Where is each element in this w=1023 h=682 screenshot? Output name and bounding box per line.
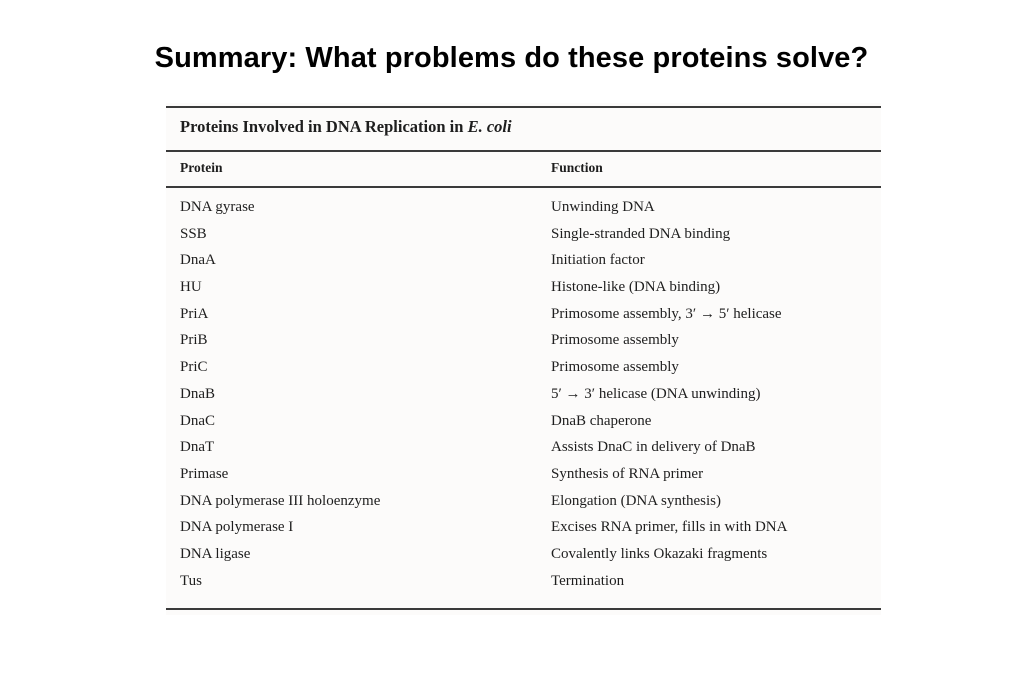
function-cell: DnaB chaperone	[551, 412, 652, 429]
function-cell: Elongation (DNA synthesis)	[551, 492, 721, 509]
table-row	[166, 277, 881, 304]
table-row	[166, 250, 881, 277]
table-top-rule	[166, 106, 881, 108]
function-cell: Histone-like (DNA binding)	[551, 279, 721, 296]
table-caption-rule	[166, 150, 881, 152]
table-caption	[180, 117, 512, 137]
table-row	[166, 197, 881, 224]
column-header-protein: Protein	[180, 160, 223, 175]
table-row	[166, 571, 881, 598]
table-row	[166, 330, 881, 357]
table-body	[166, 197, 881, 597]
function-cell: Assists DnaC in delivery of DnaB	[551, 439, 756, 456]
table-bottom-rule	[166, 608, 881, 610]
function-cell: Primosome assembly, 3′ → 5′ helicase	[551, 305, 782, 322]
table-header-rule	[166, 186, 881, 188]
table-row	[166, 464, 881, 491]
protein-cell: PriA	[180, 305, 209, 322]
protein-cell: Tus	[180, 572, 202, 589]
protein-cell: DNA polymerase III holoenzyme	[180, 492, 381, 509]
function-cell: Excises RNA primer, fills in with DNA	[551, 519, 788, 536]
column-header-function: Function	[551, 160, 603, 175]
slide-title: Summary: What problems do these proteins solve?	[154, 42, 869, 74]
protein-cell: DnaB	[180, 385, 215, 402]
table-row	[166, 384, 881, 411]
function-cell: Unwinding DNA	[551, 199, 655, 215]
table-row	[166, 224, 881, 251]
protein-cell: SSB	[180, 225, 207, 242]
function-cell: Termination	[551, 572, 625, 589]
function-cell: Single-stranded DNA binding	[551, 225, 731, 242]
function-cell: Primosome assembly	[551, 332, 679, 349]
function-cell: Covalently links Okazaki fragments	[551, 545, 768, 562]
table-row	[166, 411, 881, 438]
protein-cell: DNA polymerase I	[180, 519, 294, 536]
protein-cell: DnaT	[180, 439, 215, 456]
table-row	[166, 437, 881, 464]
protein-cell: DNA ligase	[180, 545, 251, 562]
function-cell: Initiation factor	[551, 252, 645, 269]
protein-cell: DnaC	[180, 412, 215, 429]
table-row	[166, 304, 881, 331]
table-caption-text: Proteins Involved in DNA Replication in	[180, 117, 468, 136]
protein-cell: Primase	[180, 465, 229, 482]
table-row	[166, 357, 881, 384]
protein-cell: DnaA	[180, 252, 216, 269]
protein-cell: DNA gyrase	[180, 199, 255, 215]
protein-table	[166, 103, 881, 615]
table-row	[166, 544, 881, 571]
protein-cell: HU	[180, 279, 202, 296]
function-cell: 5′ → 3′ helicase (DNA unwinding)	[551, 385, 761, 402]
table-caption-organism: E. coli	[467, 117, 512, 136]
function-cell: Primosome assembly	[551, 359, 679, 376]
function-cell: Synthesis of RNA primer	[551, 465, 704, 482]
protein-cell: PriC	[180, 359, 208, 376]
table-row	[166, 517, 881, 544]
table-row	[166, 491, 881, 518]
protein-cell: PriB	[180, 332, 208, 349]
